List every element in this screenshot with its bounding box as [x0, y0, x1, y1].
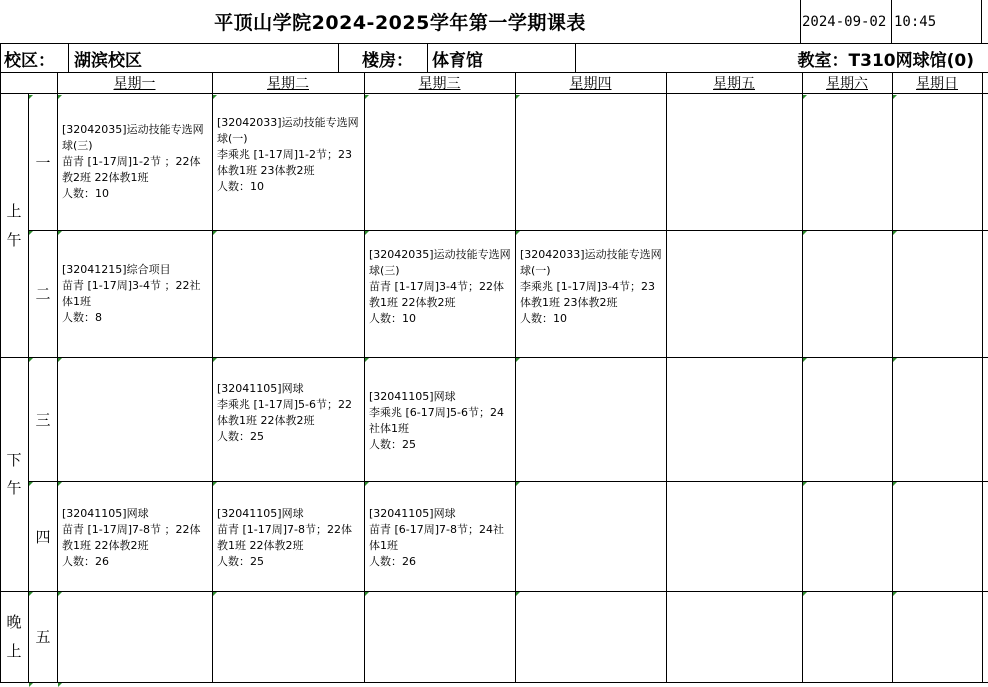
building-value: 体育馆: [432, 50, 483, 71]
day-header: 星期五: [713, 76, 755, 92]
time-section-label: 上 午: [6, 202, 22, 249]
course-entry: [32041105]网球 苗青 [1-17周]7-8节 ；22体教1班 22体教2班 人数：26: [62, 507, 201, 568]
page-title: 平顶山学院2024-2025学年第一学期课表: [214, 12, 586, 34]
period-label: 五: [35, 628, 51, 646]
room-info: 教室：T310网球馆(0): [797, 50, 974, 71]
course-entry: [32041215]综合项目 苗青 [1-17周]3-4节 ；22社体1班 人数：8: [62, 263, 201, 324]
day-header: 星期二: [267, 76, 309, 92]
campus-label: 校区：: [4, 50, 55, 71]
campus-value: 湖滨校区: [74, 50, 142, 71]
time-section-label: 下 午: [6, 450, 22, 497]
period-label: 四: [35, 527, 51, 546]
course-entry: [32042033]运动技能专选网球(一) 李乘兆 [1-17周]1-2节；23体教1班 23体教2班 人数：10: [217, 116, 359, 193]
period-label: 三: [35, 410, 51, 429]
course-entry: [32042035]运动技能专选网球(三) 苗青 [1-17周]1-2节 ；22体教2班 22体教1班 人数：10: [62, 123, 204, 200]
day-header: 星期六: [826, 76, 868, 92]
course-entry: [32041105]网球 苗青 [1-17周]7-8节；22体教1班 22体教2班 人数：25: [217, 507, 353, 568]
course-entry: [32041105]网球 苗青 [6-17周]7-8节；24社体1班 人数：26: [369, 507, 505, 568]
period-label: 二: [35, 285, 51, 303]
course-entry: [32041105]网球 李乘兆 [1-17周]5-6节；22体教1班 22体教2班 人数：25: [217, 382, 353, 443]
course-entry: [32041105]网球 李乘兆 [6-17周]5-6节；24社体1班 人数：25: [369, 390, 505, 451]
print-date: 2024-09-02: [802, 13, 887, 30]
day-header: 星期一: [113, 76, 156, 92]
building-label: 楼房：: [362, 50, 413, 71]
day-header: 星期三: [418, 76, 461, 92]
period-label: 一: [35, 153, 51, 172]
day-header: 星期四: [569, 76, 612, 92]
day-header: 星期日: [916, 76, 958, 92]
course-entry: [32042035]运动技能专选网球(三) 苗青 [1-17周]3-4节；22体教1班 22体教2班 人数：10: [369, 248, 511, 325]
course-entry: [32042033]运动技能专选网球(一) 李乘兆 [1-17周]3-4节；23体教1班 23体教2班 人数：10: [520, 248, 662, 325]
print-time: 10:45: [894, 13, 937, 30]
time-section-label: 晚 上: [6, 613, 22, 660]
